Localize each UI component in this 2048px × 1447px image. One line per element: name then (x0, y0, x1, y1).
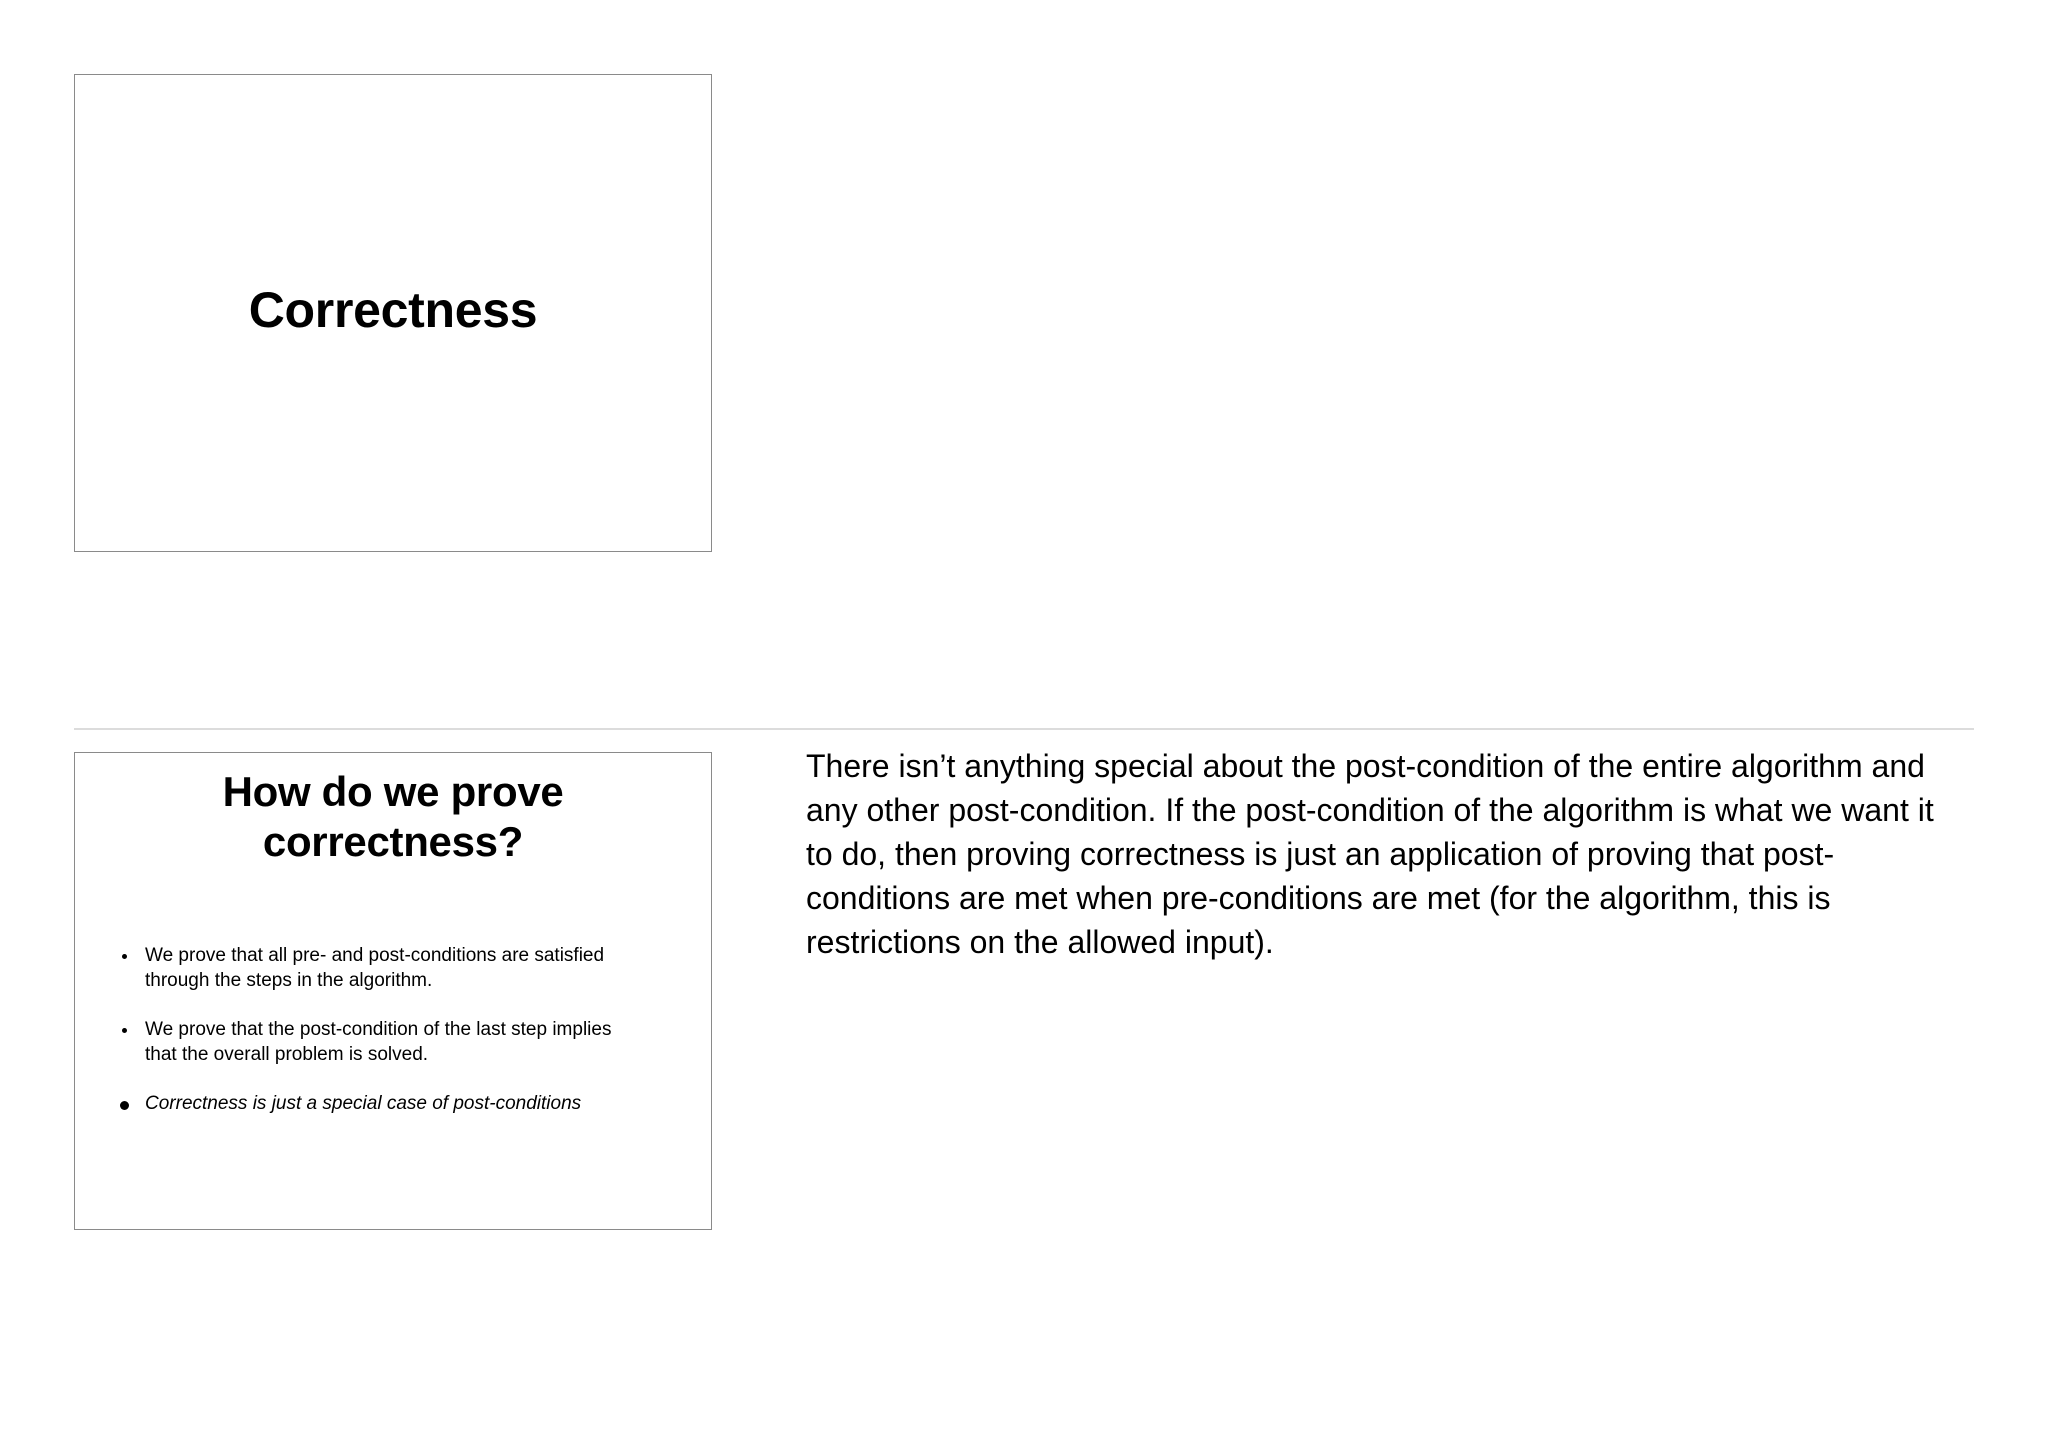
slide-title-line: correctness? (262, 818, 524, 865)
bullet-icon (120, 1101, 129, 1110)
notes-line: to do, then proving correctness is just an application of proving that post- (806, 836, 1835, 872)
bullet-text: Correctness is just a special case of post-conditions (145, 1093, 582, 1114)
page-divider (74, 728, 1974, 730)
bullet-text-line: that the overall problem is solved. (145, 1044, 429, 1065)
slide-thumbnail-2 (74, 752, 712, 1230)
notes-line: any other post-condition. If the post-condition of the algorithm is what we want it (806, 792, 1934, 828)
bullet-item (115, 943, 675, 993)
bullet-item (115, 1091, 675, 1116)
bullet-text (145, 1019, 611, 1065)
bullet-text-line: We prove that all pre- and post-conditions are satisfied (145, 945, 605, 966)
bullet-text-line: We prove that the post-condition of the last step implies (145, 1019, 612, 1040)
bullet-text (145, 945, 604, 991)
bullet-item (115, 1017, 675, 1067)
slide-title: Correctness (248, 282, 538, 338)
bullet-icon (122, 954, 127, 959)
bullet-list (115, 943, 675, 1140)
bullet-icon (122, 1028, 127, 1033)
notes-line: conditions are met when pre-conditions are met (for the algorithm, this is (806, 880, 1831, 916)
speaker-notes (806, 744, 1956, 964)
notes-line: restrictions on the allowed input). (806, 924, 1274, 960)
notes-line: There isn’t anything special about the post-condition of the entire algorithm and (806, 748, 1925, 784)
slide-title (105, 767, 681, 867)
slide-thumbnail-1 (74, 74, 712, 552)
slide-title-line: How do we prove (222, 768, 564, 815)
bullet-text-line: through the steps in the algorithm. (145, 970, 433, 991)
